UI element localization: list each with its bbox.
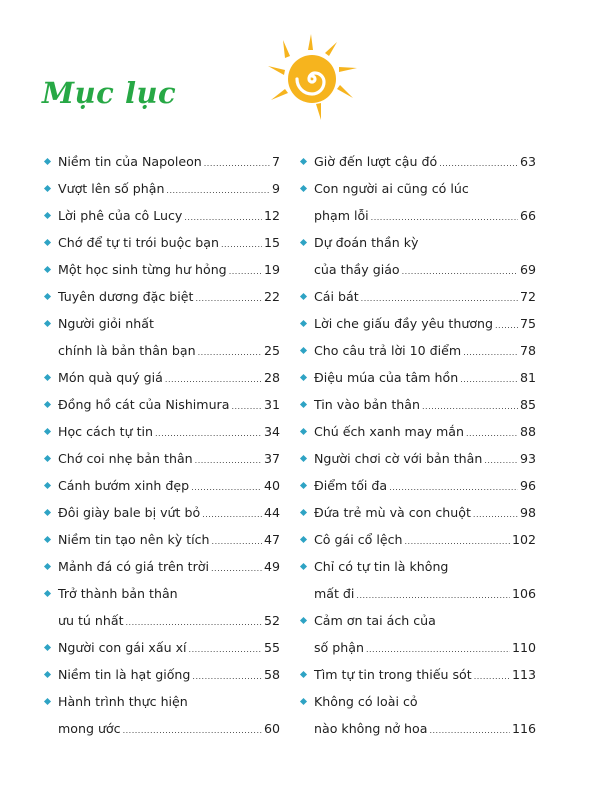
toc-entry-title: nào không nở hoa — [314, 721, 428, 736]
dot-leader — [192, 663, 262, 690]
toc-entry — [300, 148, 536, 175]
dot-leader — [439, 150, 518, 177]
toc-entry — [44, 391, 280, 418]
toc-entry — [44, 256, 280, 283]
toc-entry-page: 15 — [263, 235, 280, 250]
toc-entry-title: Lời che giấu đầy yêu thương — [314, 316, 494, 331]
toc-entry-title: Lời phê của cô Lucy — [58, 208, 183, 223]
toc-entry-title: Niềm tin là hạt giống — [58, 667, 191, 682]
dot-leader — [195, 285, 262, 312]
dot-leader — [126, 609, 262, 636]
toc-entry-page: 25 — [263, 343, 280, 358]
toc-entry — [300, 526, 536, 553]
toc-entry-page: 75 — [519, 316, 536, 331]
toc-entry-title-line1: Người giỏi nhất — [58, 316, 154, 331]
toc-entry — [300, 661, 536, 688]
toc-entry-page: 102 — [511, 532, 536, 547]
toc-entry — [300, 607, 536, 661]
toc-entry — [300, 688, 536, 742]
toc-entry — [44, 499, 280, 526]
toc-entry-title: Chớ coi nhẹ bản thân — [58, 451, 193, 466]
dot-leader — [429, 717, 509, 744]
toc-entry-title: Chớ để tự ti trói buộc bạn — [58, 235, 219, 250]
toc-entry-title-line1: Cảm ơn tai ách của — [314, 613, 436, 628]
toc-entry — [300, 553, 536, 607]
toc-entry-page: 47 — [263, 532, 280, 547]
toc-entry-title: Đứa trẻ mù và con chuột — [314, 505, 471, 520]
toc-entry — [44, 283, 280, 310]
dot-leader — [371, 204, 518, 231]
dot-leader — [202, 501, 262, 528]
dot-leader — [466, 420, 518, 447]
toc-entry-title: Đồng hồ cát của Nishimura — [58, 397, 230, 412]
dot-leader — [198, 339, 262, 366]
toc-entry-page: 110 — [511, 640, 536, 655]
toc-entry — [44, 202, 280, 229]
toc-entry — [44, 526, 280, 553]
toc-entry-title: Chú ếch xanh may mắn — [314, 424, 464, 439]
dot-leader — [366, 636, 510, 663]
toc-entry — [300, 175, 536, 229]
toc-entry-page: 34 — [263, 424, 280, 439]
toc-entry-page: 113 — [511, 667, 536, 682]
toc-entry-page: 63 — [519, 154, 536, 169]
toc-entry-title: phạm lỗi — [314, 208, 369, 223]
toc-entry-page: 98 — [519, 505, 536, 520]
toc-entry — [44, 418, 280, 445]
toc-entry — [44, 445, 280, 472]
dot-leader — [165, 366, 262, 393]
toc-entry-title: Mảnh đá có giá trên trời — [58, 559, 210, 574]
toc-entry-title: Niềm tin của Napoleon — [58, 154, 202, 169]
dot-leader — [211, 555, 262, 582]
toc-entry-title: Tuyên dương đặc biệt — [58, 289, 194, 304]
toc-entry — [44, 364, 280, 391]
dot-leader — [166, 177, 270, 204]
dot-leader — [389, 474, 518, 501]
toc-entry — [44, 553, 280, 580]
toc-entry-title: Người con gái xấu xí — [58, 640, 187, 655]
dot-leader — [356, 582, 510, 609]
toc-entry-title-line1: Chỉ có tự tin là không — [314, 559, 449, 574]
toc-entry-page: 28 — [263, 370, 280, 385]
toc-entry-page: 60 — [263, 721, 280, 736]
dot-leader — [189, 636, 262, 663]
toc-entry-page: 69 — [519, 262, 536, 277]
dot-leader — [361, 285, 518, 312]
toc-entry-title-line1: Hành trình thực hiện — [58, 694, 188, 709]
toc-entry-title: Điệu múa của tâm hồn — [314, 370, 459, 385]
dot-leader — [495, 312, 518, 339]
dot-leader — [422, 393, 518, 420]
toc-entry-page: 19 — [263, 262, 280, 277]
dot-leader — [231, 393, 262, 420]
toc-entry-title: Cô gái cổ lệch — [314, 532, 403, 547]
dot-leader — [405, 528, 510, 555]
toc-left-column — [44, 148, 280, 742]
toc-entry-page: 88 — [519, 424, 536, 439]
toc-entry-title: của thầy giáo — [314, 262, 400, 277]
toc-entry — [300, 472, 536, 499]
dot-leader — [474, 663, 510, 690]
toc-entry-title: mong ước — [58, 721, 121, 736]
toc-entry-title: Món quà quý giá — [58, 370, 163, 385]
toc-entry-page: 55 — [263, 640, 280, 655]
toc-entry-title: Vượt lên số phận — [58, 181, 165, 196]
toc-entry-page: 93 — [519, 451, 536, 466]
toc-entry-title: Một học sinh từng hư hỏng — [58, 262, 227, 277]
dot-leader — [184, 204, 262, 231]
toc-entry-title-line1: Không có loài cỏ — [314, 694, 418, 709]
toc-entry-page: 12 — [263, 208, 280, 223]
toc-entry-title: Học cách tự tin — [58, 424, 153, 439]
toc-entry-title: Điểm tối đa — [314, 478, 388, 493]
toc-entry-title: Người chơi cờ với bản thân — [314, 451, 483, 466]
toc-entry-page: 78 — [519, 343, 536, 358]
toc-entry-title: Đôi giày bale bị vứt bỏ — [58, 505, 201, 520]
dot-leader — [463, 339, 518, 366]
toc-entry-title: Tìm tự tin trong thiếu sót — [314, 667, 472, 682]
sun-spiral-icon — [263, 34, 359, 122]
toc-entry-page: 44 — [263, 505, 280, 520]
toc-entry — [44, 229, 280, 256]
toc-entry-title: chính là bản thân bạn — [58, 343, 196, 358]
toc-entry-page: 66 — [519, 208, 536, 223]
toc-entry-title: ưu tú nhất — [58, 613, 124, 628]
toc-entry-page: 37 — [263, 451, 280, 466]
dot-leader — [484, 447, 518, 474]
toc-entry-title-line1: Trở thành bản thân — [58, 586, 178, 601]
toc-entry-title: số phận — [314, 640, 364, 655]
toc-entry-page: 81 — [519, 370, 536, 385]
toc-entry — [300, 418, 536, 445]
toc-entry — [300, 364, 536, 391]
toc-entry-page: 85 — [519, 397, 536, 412]
toc-entry-title-line1: Con người ai cũng có lúc — [314, 181, 469, 196]
toc-entry — [300, 283, 536, 310]
toc-entry-title: Tin vào bản thân — [314, 397, 420, 412]
dot-leader — [191, 474, 262, 501]
toc-entry — [44, 310, 280, 364]
toc-entry — [44, 175, 280, 202]
toc-entry-title: Cánh bướm xinh đẹp — [58, 478, 190, 493]
toc-entry-page: 106 — [511, 586, 536, 601]
toc-entry — [300, 391, 536, 418]
toc-entry-title: Cho câu trả lời 10 điểm — [314, 343, 462, 358]
toc-entry-page: 49 — [263, 559, 280, 574]
toc-entry-page: 58 — [263, 667, 280, 682]
dot-leader — [229, 258, 262, 285]
dot-leader — [221, 231, 262, 258]
toc-entry — [300, 337, 536, 364]
dot-leader — [212, 528, 262, 555]
toc-entry — [300, 310, 536, 337]
toc-entry — [300, 229, 536, 283]
dot-leader — [155, 420, 262, 447]
dot-leader — [123, 717, 262, 744]
dot-leader — [402, 258, 518, 285]
dot-leader — [473, 501, 518, 528]
toc-entry-page: 96 — [519, 478, 536, 493]
toc-entry — [300, 499, 536, 526]
toc-entry-page: 116 — [511, 721, 536, 736]
dot-leader — [460, 366, 518, 393]
dot-leader — [195, 447, 262, 474]
toc-entry — [300, 445, 536, 472]
toc-entry-page: 31 — [263, 397, 280, 412]
toc-entry-page: 7 — [271, 154, 280, 169]
toc-entry — [44, 580, 280, 634]
toc-entry — [44, 148, 280, 175]
toc-entry-title: Niềm tin tạo nên kỳ tích — [58, 532, 210, 547]
dot-leader — [204, 150, 270, 177]
toc-entry — [44, 661, 280, 688]
page-title: Mục lục — [42, 76, 177, 110]
toc-entry-page: 40 — [263, 478, 280, 493]
toc-entry-page: 22 — [263, 289, 280, 304]
toc-entry-title: Cái bát — [314, 289, 359, 304]
toc-entry-page: 52 — [263, 613, 280, 628]
toc-right-column — [300, 148, 536, 742]
toc-entry-title: Giờ đến lượt cậu đó — [314, 154, 438, 169]
toc-entry-page: 9 — [271, 181, 280, 196]
toc-entry-title: mất đi — [314, 586, 355, 601]
toc-entry — [44, 634, 280, 661]
toc-entry-page: 72 — [519, 289, 536, 304]
toc-entry — [44, 472, 280, 499]
toc-entry-title-line1: Dự đoán thần kỳ — [314, 235, 419, 250]
toc-entry — [44, 688, 280, 742]
